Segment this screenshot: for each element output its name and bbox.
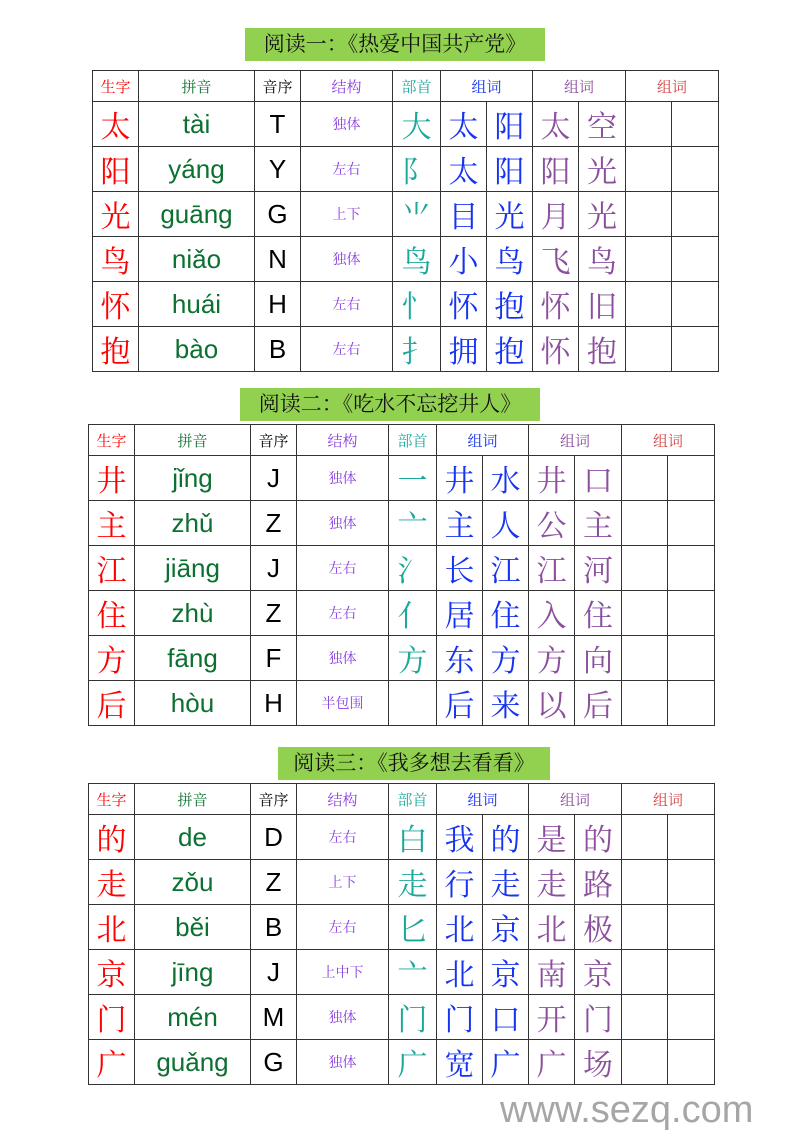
sequence-cell: T xyxy=(255,102,301,147)
word-cell: 南 xyxy=(529,950,575,995)
structure-cell: 独体 xyxy=(301,237,393,282)
radical-cell: 忄 xyxy=(393,282,441,327)
word-cell xyxy=(626,237,672,282)
header-pinyin: 拼音 xyxy=(135,425,251,456)
structure-cell: 独体 xyxy=(297,456,389,501)
word-cell: 门 xyxy=(575,995,622,1040)
table-row xyxy=(89,815,715,860)
sequence-cell: H xyxy=(255,282,301,327)
word-cell: 河 xyxy=(575,546,622,591)
pinyin-cell: fāng xyxy=(135,636,251,681)
radical-cell: 大 xyxy=(393,102,441,147)
char-cell: 阳 xyxy=(93,147,139,192)
header-words: 组词 xyxy=(437,784,529,815)
header-words: 组词 xyxy=(622,784,715,815)
word-cell: 怀 xyxy=(533,282,579,327)
table-row xyxy=(93,192,719,237)
word-cell xyxy=(622,681,668,726)
word-cell xyxy=(672,282,719,327)
word-cell: 北 xyxy=(437,905,483,950)
word-cell: 抱 xyxy=(579,327,626,372)
header-words: 组词 xyxy=(437,425,529,456)
sequence-cell: D xyxy=(251,815,297,860)
word-cell: 北 xyxy=(437,950,483,995)
section-title: 阅读三：《我多想去看看》 xyxy=(278,747,550,780)
sequence-cell: M xyxy=(251,995,297,1040)
vocab-table xyxy=(88,783,715,1085)
sequence-cell: H xyxy=(251,681,297,726)
word-cell xyxy=(668,1040,715,1085)
word-cell: 向 xyxy=(575,636,622,681)
word-cell: 路 xyxy=(575,860,622,905)
char-cell: 走 xyxy=(89,860,135,905)
radical-cell: ⺌ xyxy=(393,192,441,237)
structure-cell: 左右 xyxy=(297,591,389,636)
structure-cell: 左右 xyxy=(297,815,389,860)
header-words: 组词 xyxy=(441,71,533,102)
word-cell: 的 xyxy=(483,815,529,860)
word-cell: 目 xyxy=(441,192,487,237)
table-row xyxy=(89,905,715,950)
word-cell xyxy=(668,905,715,950)
word-cell xyxy=(668,681,715,726)
word-cell: 以 xyxy=(529,681,575,726)
structure-cell: 左右 xyxy=(297,905,389,950)
word-cell xyxy=(622,456,668,501)
radical-cell: 亻 xyxy=(389,591,437,636)
word-cell xyxy=(672,147,719,192)
word-cell xyxy=(668,950,715,995)
word-cell: 阳 xyxy=(533,147,579,192)
structure-cell: 独体 xyxy=(297,995,389,1040)
word-cell xyxy=(672,237,719,282)
char-cell: 抱 xyxy=(93,327,139,372)
word-cell: 飞 xyxy=(533,237,579,282)
word-cell: 方 xyxy=(529,636,575,681)
pinyin-cell: de xyxy=(135,815,251,860)
char-cell: 方 xyxy=(89,636,135,681)
word-cell: 入 xyxy=(529,591,575,636)
word-cell xyxy=(622,905,668,950)
word-cell: 怀 xyxy=(441,282,487,327)
table-row xyxy=(89,995,715,1040)
table-row xyxy=(89,860,715,905)
pinyin-cell: zǒu xyxy=(135,860,251,905)
pinyin-cell: guǎng xyxy=(135,1040,251,1085)
table-row xyxy=(89,1040,715,1085)
word-cell: 东 xyxy=(437,636,483,681)
structure-cell: 半包围 xyxy=(297,681,389,726)
sequence-cell: Z xyxy=(251,591,297,636)
radical-cell: 鸟 xyxy=(393,237,441,282)
table-row xyxy=(93,282,719,327)
word-cell: 北 xyxy=(529,905,575,950)
char-cell: 北 xyxy=(89,905,135,950)
word-cell xyxy=(622,995,668,1040)
char-cell: 的 xyxy=(89,815,135,860)
header-pinyin: 拼音 xyxy=(135,784,251,815)
structure-cell: 上下 xyxy=(301,192,393,237)
sequence-cell: Y xyxy=(255,147,301,192)
header-char: 生字 xyxy=(93,71,139,102)
word-cell xyxy=(626,282,672,327)
word-cell: 后 xyxy=(575,681,622,726)
watermark: www.sezq.com xyxy=(500,1089,754,1131)
word-cell xyxy=(622,950,668,995)
header-radical: 部首 xyxy=(393,71,441,102)
word-cell: 太 xyxy=(441,102,487,147)
char-cell: 后 xyxy=(89,681,135,726)
word-cell: 走 xyxy=(483,860,529,905)
word-cell: 住 xyxy=(483,591,529,636)
word-cell: 口 xyxy=(575,456,622,501)
word-cell: 广 xyxy=(529,1040,575,1085)
word-cell xyxy=(622,501,668,546)
radical-cell: 阝 xyxy=(393,147,441,192)
header-row xyxy=(89,425,715,456)
word-cell xyxy=(668,546,715,591)
word-cell: 小 xyxy=(441,237,487,282)
word-cell: 门 xyxy=(437,995,483,1040)
word-cell xyxy=(668,860,715,905)
word-cell: 宽 xyxy=(437,1040,483,1085)
header-char: 生字 xyxy=(89,784,135,815)
radical-cell: 一 xyxy=(389,456,437,501)
sequence-cell: J xyxy=(251,546,297,591)
word-cell: 江 xyxy=(483,546,529,591)
word-cell xyxy=(668,501,715,546)
word-cell: 是 xyxy=(529,815,575,860)
char-cell: 光 xyxy=(93,192,139,237)
table-row xyxy=(89,456,715,501)
char-cell: 住 xyxy=(89,591,135,636)
word-cell: 广 xyxy=(483,1040,529,1085)
word-cell: 主 xyxy=(437,501,483,546)
word-cell: 井 xyxy=(529,456,575,501)
structure-cell: 独体 xyxy=(297,501,389,546)
word-cell: 抱 xyxy=(487,282,533,327)
word-cell: 鸟 xyxy=(487,237,533,282)
char-cell: 门 xyxy=(89,995,135,1040)
sequence-cell: F xyxy=(251,636,297,681)
word-cell: 公 xyxy=(529,501,575,546)
word-cell: 光 xyxy=(579,192,626,237)
word-cell: 旧 xyxy=(579,282,626,327)
structure-cell: 左右 xyxy=(301,282,393,327)
section-title: 阅读一：《热爱中国共产党》 xyxy=(245,28,545,61)
word-cell: 光 xyxy=(487,192,533,237)
word-cell xyxy=(622,546,668,591)
char-cell: 怀 xyxy=(93,282,139,327)
table-row xyxy=(93,327,719,372)
header-words: 组词 xyxy=(533,71,626,102)
pinyin-cell: jiāng xyxy=(135,546,251,591)
word-cell xyxy=(622,591,668,636)
structure-cell: 独体 xyxy=(301,102,393,147)
sequence-cell: G xyxy=(251,1040,297,1085)
radical-cell: 方 xyxy=(389,636,437,681)
radical-cell: 走 xyxy=(389,860,437,905)
pinyin-cell: mén xyxy=(135,995,251,1040)
word-cell xyxy=(672,192,719,237)
header-words: 组词 xyxy=(529,784,622,815)
word-cell: 阳 xyxy=(487,147,533,192)
word-cell xyxy=(622,1040,668,1085)
char-cell: 江 xyxy=(89,546,135,591)
header-seq: 音序 xyxy=(251,425,297,456)
word-cell xyxy=(668,456,715,501)
header-char: 生字 xyxy=(89,425,135,456)
word-cell xyxy=(622,815,668,860)
word-cell: 场 xyxy=(575,1040,622,1085)
char-cell: 井 xyxy=(89,456,135,501)
word-cell xyxy=(626,147,672,192)
char-cell: 广 xyxy=(89,1040,135,1085)
char-cell: 京 xyxy=(89,950,135,995)
word-cell: 极 xyxy=(575,905,622,950)
radical-cell: 亠 xyxy=(389,501,437,546)
pinyin-cell: hòu xyxy=(135,681,251,726)
word-cell xyxy=(668,591,715,636)
pinyin-cell: niǎo xyxy=(139,237,255,282)
word-cell: 行 xyxy=(437,860,483,905)
word-cell: 方 xyxy=(483,636,529,681)
pinyin-cell: tài xyxy=(139,102,255,147)
radical-cell: 氵 xyxy=(389,546,437,591)
word-cell xyxy=(622,636,668,681)
sequence-cell: J xyxy=(251,456,297,501)
structure-cell: 独体 xyxy=(297,636,389,681)
pinyin-cell: huái xyxy=(139,282,255,327)
structure-cell: 左右 xyxy=(301,327,393,372)
word-cell: 京 xyxy=(483,905,529,950)
table-row xyxy=(89,591,715,636)
header-pinyin: 拼音 xyxy=(139,71,255,102)
table-row xyxy=(93,147,719,192)
header-words: 组词 xyxy=(626,71,719,102)
word-cell: 江 xyxy=(529,546,575,591)
word-cell: 后 xyxy=(437,681,483,726)
header-words: 组词 xyxy=(529,425,622,456)
pinyin-cell: zhǔ xyxy=(135,501,251,546)
word-cell xyxy=(626,327,672,372)
word-cell: 鸟 xyxy=(579,237,626,282)
char-cell: 太 xyxy=(93,102,139,147)
word-cell: 长 xyxy=(437,546,483,591)
header-row xyxy=(89,784,715,815)
radical-cell: 匕 xyxy=(389,905,437,950)
pinyin-cell: yáng xyxy=(139,147,255,192)
radical-cell: 亠 xyxy=(389,950,437,995)
radical-cell xyxy=(389,681,437,726)
pinyin-cell: jīng xyxy=(135,950,251,995)
header-words: 组词 xyxy=(622,425,715,456)
pinyin-cell: zhù xyxy=(135,591,251,636)
structure-cell: 独体 xyxy=(297,1040,389,1085)
pinyin-cell: guāng xyxy=(139,192,255,237)
sequence-cell: G xyxy=(255,192,301,237)
sequence-cell: Z xyxy=(251,860,297,905)
radical-cell: 广 xyxy=(389,1040,437,1085)
word-cell xyxy=(626,192,672,237)
word-cell: 住 xyxy=(575,591,622,636)
word-cell: 京 xyxy=(575,950,622,995)
structure-cell: 左右 xyxy=(297,546,389,591)
word-cell: 井 xyxy=(437,456,483,501)
sequence-cell: B xyxy=(251,905,297,950)
char-cell: 鸟 xyxy=(93,237,139,282)
structure-cell: 上中下 xyxy=(297,950,389,995)
header-structure: 结构 xyxy=(301,71,393,102)
radical-cell: 门 xyxy=(389,995,437,1040)
char-cell: 主 xyxy=(89,501,135,546)
table-row xyxy=(93,237,719,282)
header-radical: 部首 xyxy=(389,784,437,815)
word-cell: 的 xyxy=(575,815,622,860)
word-cell: 水 xyxy=(483,456,529,501)
sequence-cell: Z xyxy=(251,501,297,546)
word-cell: 怀 xyxy=(533,327,579,372)
header-seq: 音序 xyxy=(255,71,301,102)
word-cell: 人 xyxy=(483,501,529,546)
header-structure: 结构 xyxy=(297,425,389,456)
table-row xyxy=(89,681,715,726)
word-cell: 抱 xyxy=(487,327,533,372)
table-row xyxy=(93,102,719,147)
section-title: 阅读二：《吃水不忘挖井人》 xyxy=(240,388,540,421)
word-cell xyxy=(668,995,715,1040)
sequence-cell: B xyxy=(255,327,301,372)
header-row xyxy=(93,71,719,102)
table-row xyxy=(89,501,715,546)
word-cell: 我 xyxy=(437,815,483,860)
word-cell: 主 xyxy=(575,501,622,546)
word-cell: 居 xyxy=(437,591,483,636)
word-cell: 月 xyxy=(533,192,579,237)
word-cell xyxy=(672,327,719,372)
word-cell xyxy=(668,815,715,860)
word-cell: 来 xyxy=(483,681,529,726)
sequence-cell: J xyxy=(251,950,297,995)
structure-cell: 上下 xyxy=(297,860,389,905)
word-cell: 太 xyxy=(533,102,579,147)
radical-cell: 扌 xyxy=(393,327,441,372)
header-structure: 结构 xyxy=(297,784,389,815)
word-cell xyxy=(622,860,668,905)
sequence-cell: N xyxy=(255,237,301,282)
header-radical: 部首 xyxy=(389,425,437,456)
word-cell xyxy=(672,102,719,147)
table-row xyxy=(89,636,715,681)
pinyin-cell: běi xyxy=(135,905,251,950)
word-cell xyxy=(668,636,715,681)
pinyin-cell: jǐng xyxy=(135,456,251,501)
pinyin-cell: bào xyxy=(139,327,255,372)
word-cell: 口 xyxy=(483,995,529,1040)
word-cell: 拥 xyxy=(441,327,487,372)
word-cell: 光 xyxy=(579,147,626,192)
word-cell: 开 xyxy=(529,995,575,1040)
word-cell: 京 xyxy=(483,950,529,995)
word-cell: 太 xyxy=(441,147,487,192)
structure-cell: 左右 xyxy=(301,147,393,192)
table-row xyxy=(89,546,715,591)
header-seq: 音序 xyxy=(251,784,297,815)
vocab-table xyxy=(88,424,715,726)
radical-cell: 白 xyxy=(389,815,437,860)
word-cell: 阳 xyxy=(487,102,533,147)
vocab-table xyxy=(92,70,719,372)
table-row xyxy=(89,950,715,995)
word-cell: 空 xyxy=(579,102,626,147)
word-cell: 走 xyxy=(529,860,575,905)
word-cell xyxy=(626,102,672,147)
